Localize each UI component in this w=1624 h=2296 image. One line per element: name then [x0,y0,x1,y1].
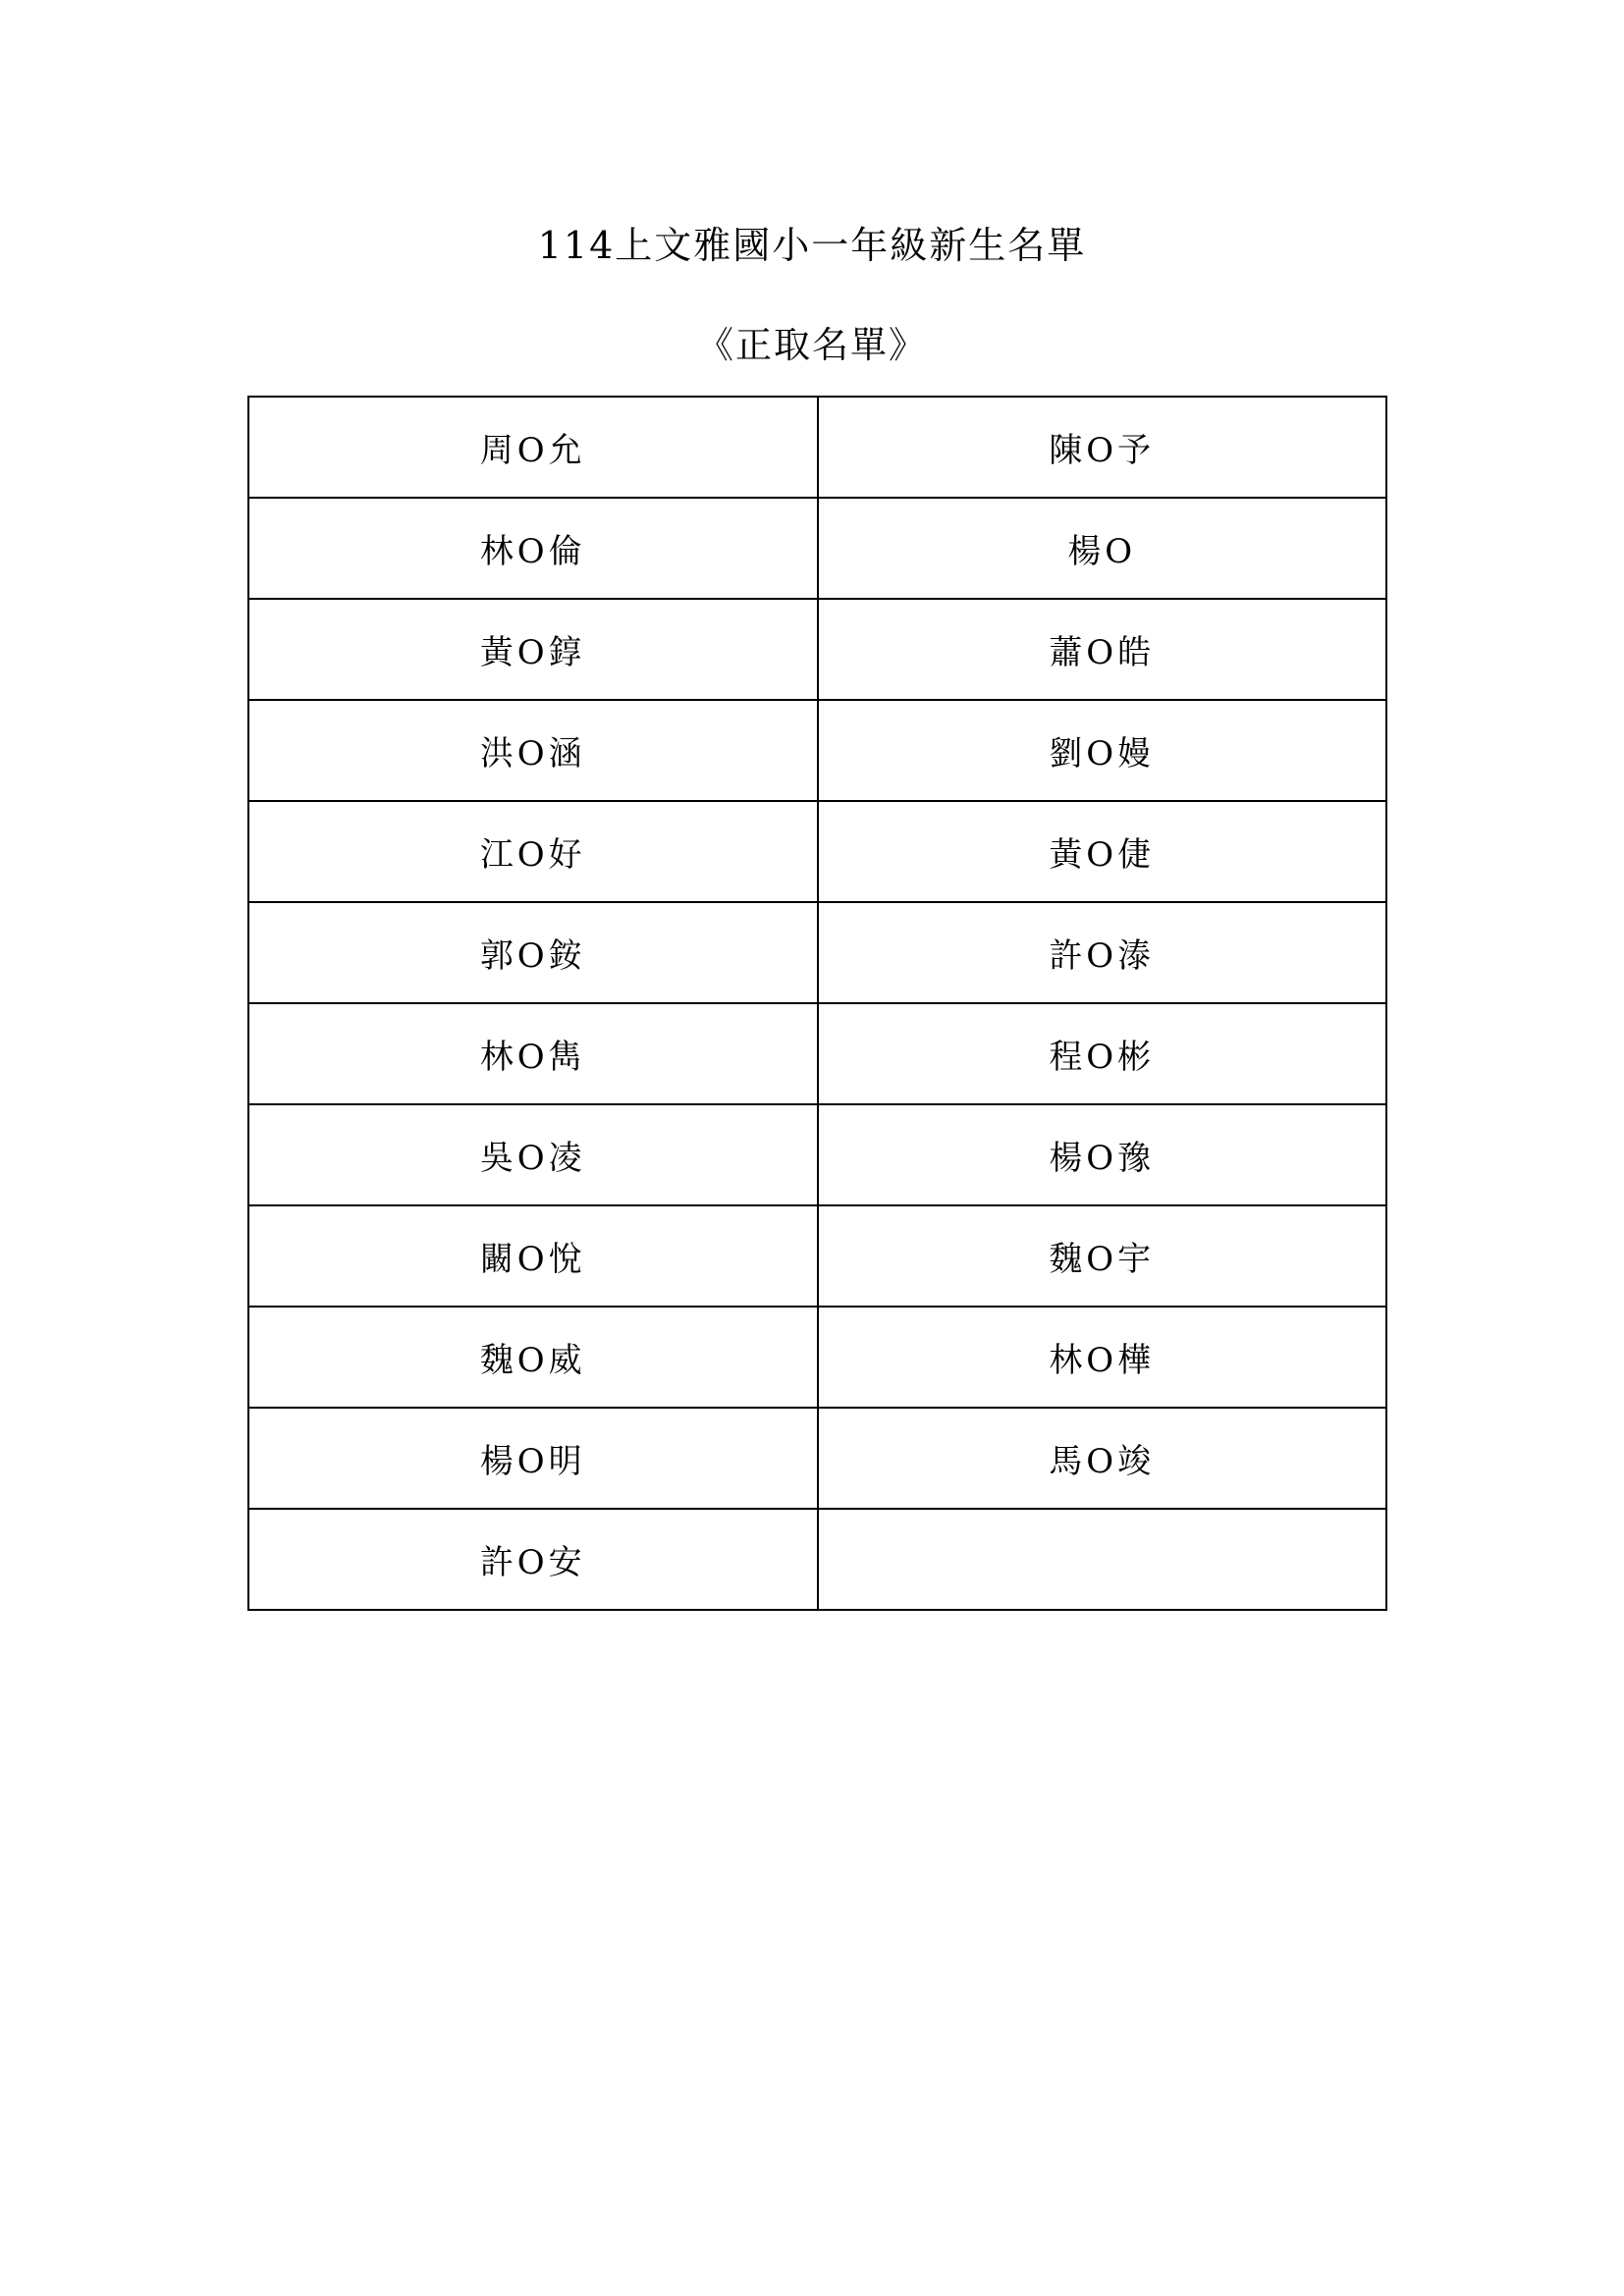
student-name-cell: 楊O豫 [818,1104,1387,1205]
student-name-cell: 馬O竣 [818,1408,1387,1509]
table-row [248,1408,1386,1509]
student-name-cell: 程O彬 [818,1003,1387,1104]
student-name-cell: 林O樺 [818,1307,1387,1408]
student-name-cell: 林O倫 [248,498,818,599]
document-title: 114上文雅國小一年級新生名單 [537,224,1087,267]
table-row [248,397,1386,498]
student-name-cell: 魏O宇 [818,1205,1387,1307]
student-name-cell: 郭O銨 [248,902,818,1003]
student-name-cell: 江O好 [248,801,818,902]
table-row [248,1104,1386,1205]
table-row [248,801,1386,902]
table-row [248,498,1386,599]
student-name-cell: 闞O悅 [248,1205,818,1307]
document-subtitle: 《正取名單》 [697,324,927,366]
table-row [248,700,1386,801]
student-name-cell: 魏O威 [248,1307,818,1408]
table-row [248,1509,1386,1610]
table-row [248,1307,1386,1408]
student-name-cell: 林O雋 [248,1003,818,1104]
student-name-cell: 蕭O皓 [818,599,1387,700]
student-name-cell: 楊O [818,498,1387,599]
table-row [248,1003,1386,1104]
student-name-cell: 黃O倢 [818,801,1387,902]
student-name-cell: 黃O錞 [248,599,818,700]
student-name-cell: 許O溙 [818,902,1387,1003]
table-row [248,902,1386,1003]
student-name-cell: 陳O予 [818,397,1387,498]
student-name-cell: 吳O凌 [248,1104,818,1205]
student-name-cell: 洪O涵 [248,700,818,801]
admission-roster-table [247,396,1387,1611]
student-name-cell: 劉O嫚 [818,700,1387,801]
student-name-cell: 楊O明 [248,1408,818,1509]
table-row [248,1205,1386,1307]
table-row [248,599,1386,700]
student-name-cell: 周O允 [248,397,818,498]
student-name-cell: 許O安 [248,1509,818,1610]
empty-name-cell [818,1509,1387,1610]
